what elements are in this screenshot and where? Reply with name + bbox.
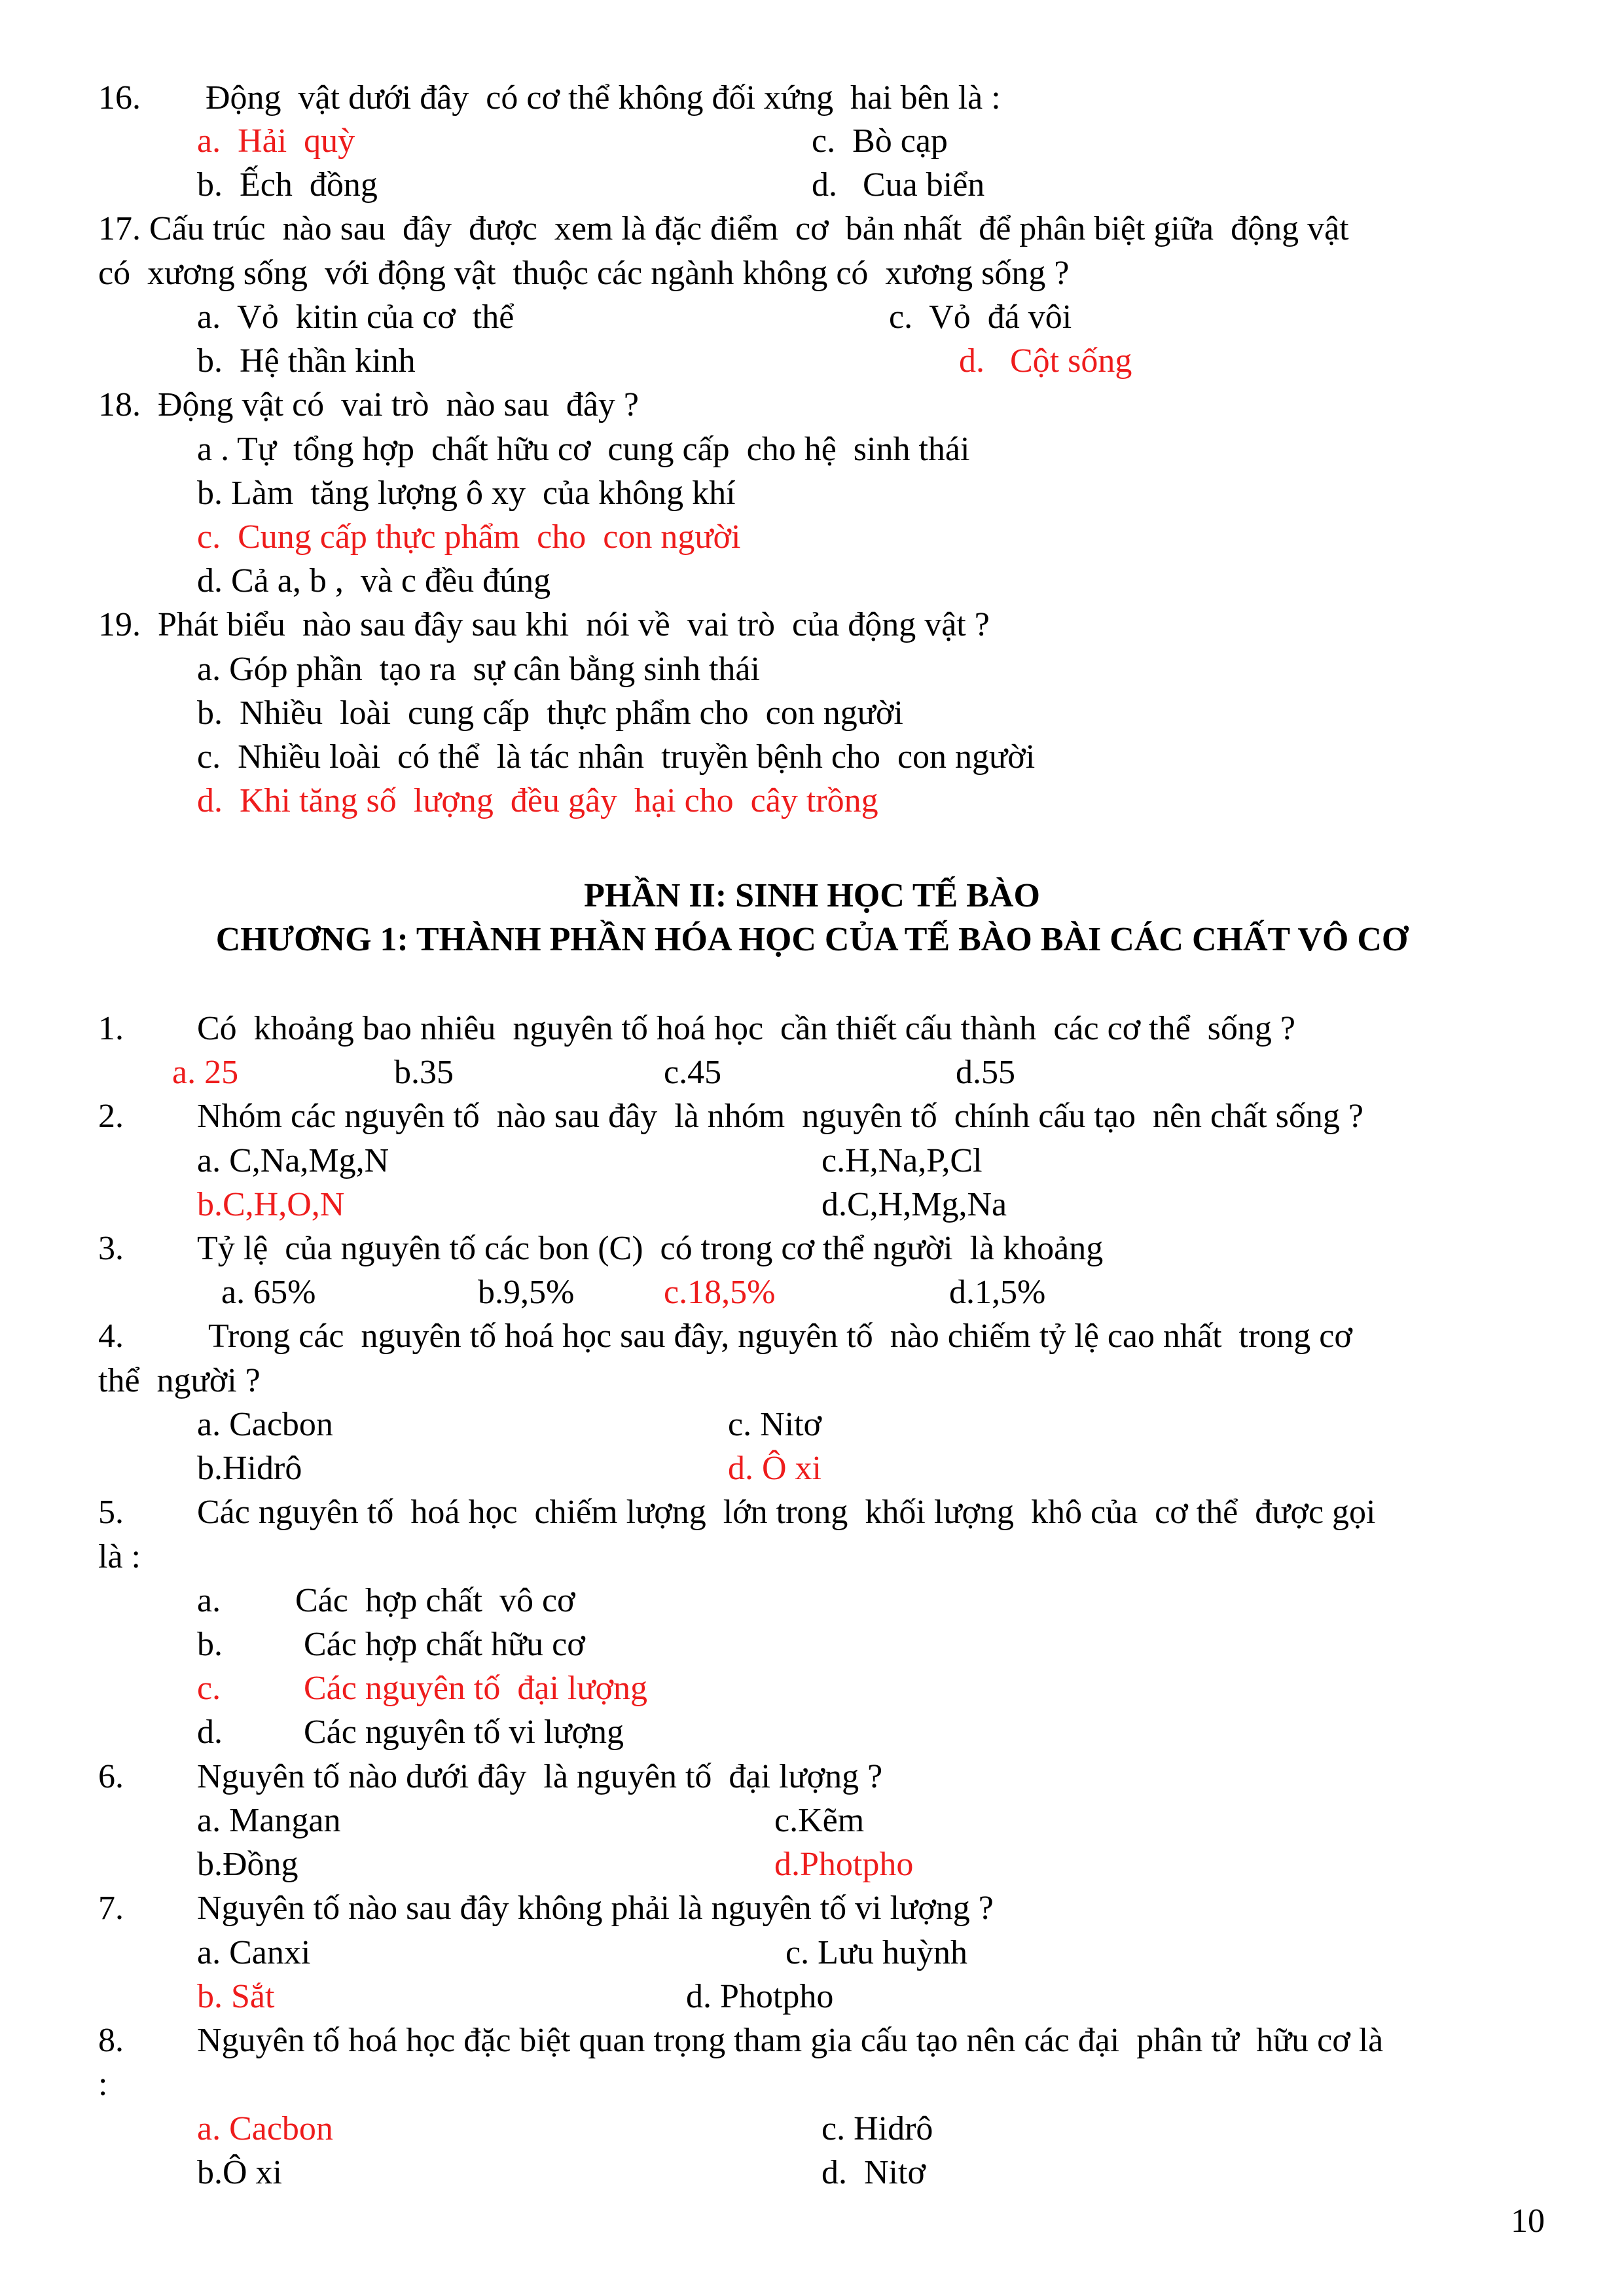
p2-q7-option-c: c. Lưu huỳnh xyxy=(785,1934,968,1971)
p2-q8-number: 8. xyxy=(98,2022,124,2059)
q19-option-b: b. Nhiều loài cung cấp thực phẩm cho con người xyxy=(197,694,903,732)
p2-q1-question: Có khoảng bao nhiêu nguyên tố hoá học cần thiết cấu thành các cơ thể sống ? xyxy=(197,1010,1295,1047)
page-number: 10 xyxy=(1511,2202,1545,2240)
p2-q2-option-c: c.H,Na,P,Cl xyxy=(821,1142,983,1179)
p2-q6-option-d: d.Photpho xyxy=(774,1846,914,1883)
p2-q4-option-d: d. Ô xi xyxy=(728,1450,821,1487)
q19-option-a: a. Góp phần tạo ra sự cân bằng sinh thái xyxy=(197,651,760,688)
p2-q4-option-a: a. Cacbon xyxy=(197,1406,333,1443)
p2-q7-option-a: a. Canxi xyxy=(197,1934,311,1971)
p2-q3-option-d: d.1,5% xyxy=(949,1274,1046,1311)
p2-q5-option-a-label: a. xyxy=(197,1582,221,1619)
p2-q1-option-b: b.35 xyxy=(394,1054,454,1091)
p2-q7-option-b: b. Sắt xyxy=(197,1978,275,2015)
p2-q4-option-c: c. Nitơ xyxy=(728,1406,822,1443)
p2-q7-option-d: d. Photpho xyxy=(686,1978,834,2015)
p2-q3-option-a: a. 65% xyxy=(221,1274,316,1311)
p2-q6-option-c: c.Kẽm xyxy=(774,1802,865,1839)
p2-q5-option-c: Các nguyên tố đại lượng xyxy=(304,1670,648,1707)
p2-q1-option-a: a. 25 xyxy=(172,1054,239,1091)
q18-option-b: b. Làm tăng lượng ô xy của không khí xyxy=(197,475,736,512)
q16-option-d: d. Cua biển xyxy=(812,166,985,204)
p2-q3-question: Tỷ lệ của nguyên tố các bon (C) có trong cơ thể người là khoảng xyxy=(197,1230,1104,1267)
q19-option-c: c. Nhiều loài có thể là tác nhân truyền bệnh cho con người xyxy=(197,738,1036,776)
p2-q5-number: 5. xyxy=(98,1494,124,1531)
p2-q1-number: 1. xyxy=(98,1010,124,1047)
p2-q4-question-line1: Trong các nguyên tố hoá học sau đây, nguyên tố nào chiếm tỷ lệ cao nhất trong cơ xyxy=(208,1318,1352,1355)
p2-q6-number: 6. xyxy=(98,1758,124,1795)
p2-q2-option-b: b.C,H,O,N xyxy=(197,1186,345,1223)
p2-q7-number: 7. xyxy=(98,1890,124,1927)
p2-q7-question: Nguyên tố nào sau đây không phải là nguyên tố vi lượng ? xyxy=(197,1890,994,1927)
p2-q4-number: 4. xyxy=(98,1318,124,1355)
p2-q2-question: Nhóm các nguyên tố nào sau đây là nhóm nguyên tố chính cấu tạo nên chất sống ? xyxy=(197,1098,1363,1135)
p2-q8-option-b: b.Ô xi xyxy=(197,2154,282,2191)
p2-q8-option-c: c. Hidrô xyxy=(821,2110,933,2147)
p2-q3-option-c: c.18,5% xyxy=(664,1274,776,1311)
q16-option-b: b. Ếch đồng xyxy=(197,166,378,204)
q17-option-d: d. Cột sống xyxy=(959,342,1132,380)
p2-q6-option-b: b.Đồng xyxy=(197,1846,298,1883)
p2-q2-number: 2. xyxy=(98,1098,124,1135)
q16-question: Động vật dưới đây có cơ thể không đối xứng hai bên là : xyxy=(206,79,1001,117)
q17-option-b: b. Hệ thần kinh xyxy=(197,342,416,380)
p2-q5-option-b: Các hợp chất hữu cơ xyxy=(304,1626,585,1663)
q16-number: 16. xyxy=(98,79,141,117)
q17-question-line2: có xương sống với động vật thuộc các ngành không có xương sống ? xyxy=(98,255,1070,292)
q16-option-c: c. Bò cạp xyxy=(812,122,948,160)
q17-question-line1: 17. Cấu trúc nào sau đây được xem là đặc điểm cơ bản nhất để phân biệt giữa động vật xyxy=(98,210,1349,247)
q17-option-c: c. Vỏ đá vôi xyxy=(889,298,1072,336)
p2-q5-question-line1: Các nguyên tố hoá học chiếm lượng lớn trong khối lượng khô của cơ thể được gọi xyxy=(197,1494,1376,1531)
q17-option-a: a. Vỏ kitin của cơ thể xyxy=(197,298,514,336)
p2-q2-option-d: d.C,H,Mg,Na xyxy=(821,1186,1007,1223)
p2-q2-option-a: a. C,Na,Mg,N xyxy=(197,1142,389,1179)
p2-q5-option-b-label: b. xyxy=(197,1626,223,1663)
p2-q8-question-line2: : xyxy=(98,2066,108,2103)
q19-option-d: d. Khi tăng số lượng đều gây hại cho cây trồng xyxy=(197,782,878,819)
p2-q4-option-b: b.Hidrô xyxy=(197,1450,302,1487)
p2-q5-question-line2: là : xyxy=(98,1538,141,1575)
q18-option-d: d. Cả a, b , và c đều đúng xyxy=(197,562,551,600)
q16-option-a: a. Hải quỳ xyxy=(197,122,355,160)
p2-q6-question: Nguyên tố nào dưới đây là nguyên tố đại lượng ? xyxy=(197,1758,883,1795)
p2-q5-option-d-label: d. xyxy=(197,1713,223,1751)
p2-q3-number: 3. xyxy=(98,1230,124,1267)
p2-q8-question-line1: Nguyên tố hoá học đặc biệt quan trọng tham gia cấu tạo nên các đại phân tử hữu cơ là xyxy=(197,2022,1384,2059)
q18-question: 18. Động vật có vai trò nào sau đây ? xyxy=(98,386,640,423)
p2-q4-question-line2: thể người ? xyxy=(98,1362,261,1399)
p2-q1-option-d: d.55 xyxy=(956,1054,1015,1091)
p2-q1-option-c: c.45 xyxy=(664,1054,722,1091)
p2-q5-option-c-label: c. xyxy=(197,1670,221,1707)
p2-q6-option-a: a. Mangan xyxy=(197,1802,341,1839)
q18-option-a: a . Tự tổng hợp chất hữu cơ cung cấp cho hệ sinh thái xyxy=(197,431,970,468)
q18-option-c: c. Cung cấp thực phẩm cho con người xyxy=(197,518,741,556)
part-heading: PHẦN II: SINH HỌC TẾ BÀO xyxy=(584,877,1040,914)
p2-q8-option-a: a. Cacbon xyxy=(197,2110,333,2147)
p2-q8-option-d: d. Nitơ xyxy=(821,2154,926,2191)
q19-question: 19. Phát biểu nào sau đây sau khi nói về vai trò của động vật ? xyxy=(98,606,990,643)
chapter-heading: CHƯƠNG 1: THÀNH PHẦN HÓA HỌC CỦA TẾ BÀO BÀI CÁC CHẤT VÔ CƠ xyxy=(215,921,1409,958)
p2-q3-option-b: b.9,5% xyxy=(478,1274,575,1311)
p2-q5-option-d: Các nguyên tố vi lượng xyxy=(304,1713,624,1751)
p2-q5-option-a: Các hợp chất vô cơ xyxy=(295,1582,575,1619)
